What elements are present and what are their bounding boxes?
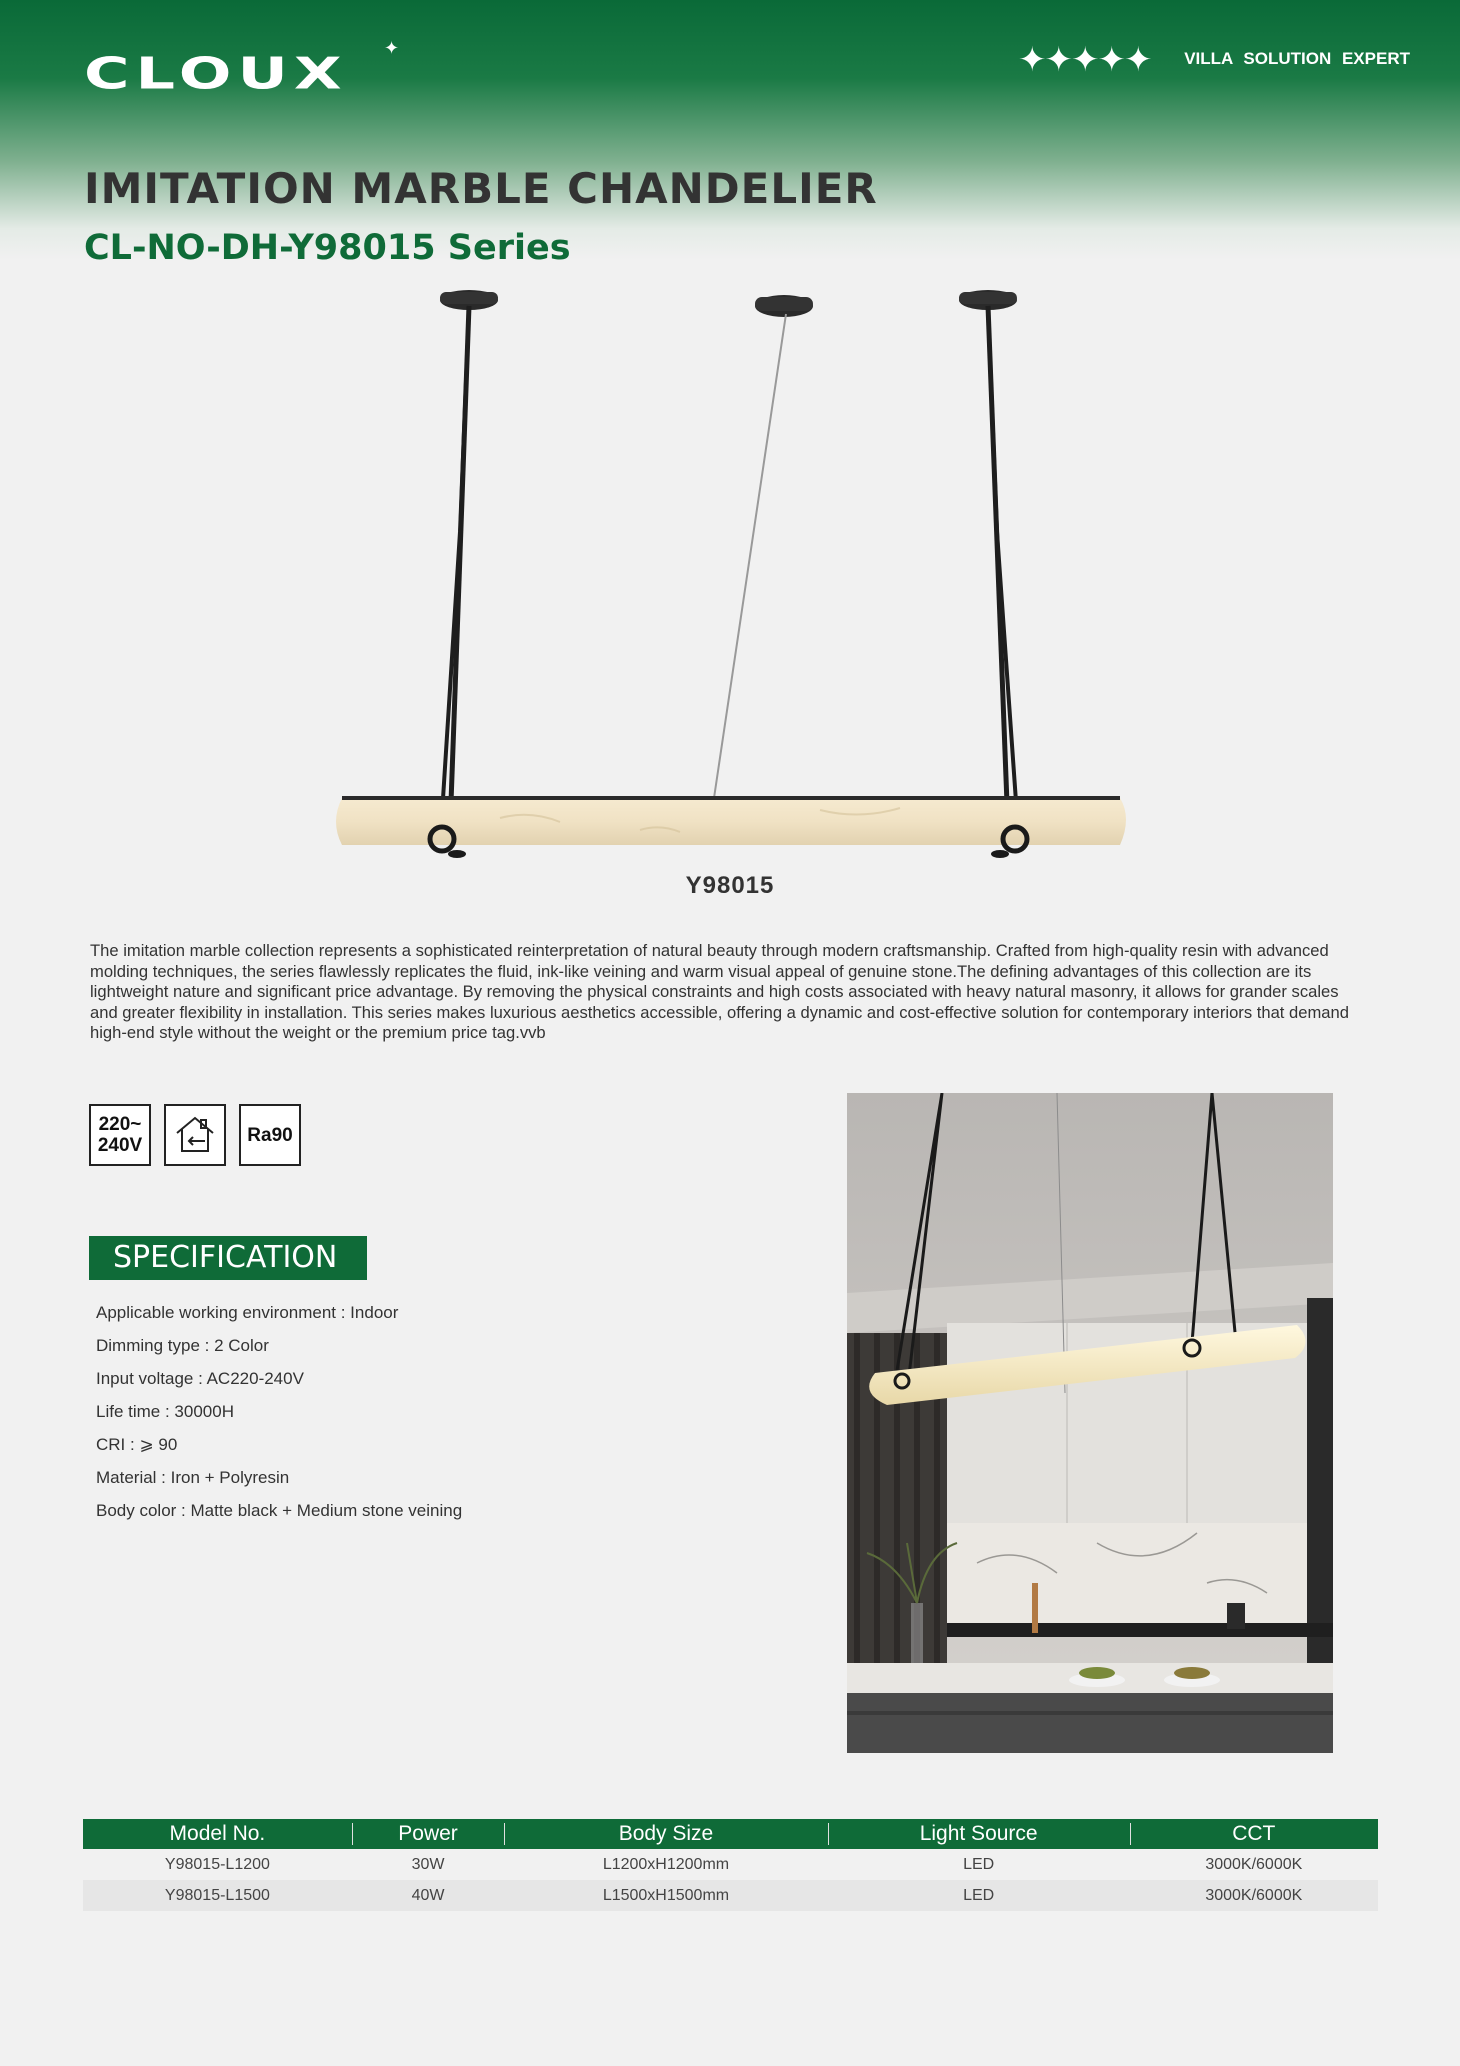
voltage-badge-line2: 240V (97, 1135, 143, 1156)
voltage-badge (89, 1104, 151, 1166)
spec-item: Applicable working environment : Indoor (96, 1303, 399, 1322)
table-row (83, 1880, 1378, 1911)
page-title: IMITATION MARBLE CHANDELIER (84, 164, 878, 213)
header-band (0, 0, 1460, 260)
spec-item: Material : Iron + Polyresin (96, 1468, 290, 1487)
specification-list (96, 1302, 462, 1533)
column-header: Model No. (83, 1819, 352, 1849)
specification-heading: SPECIFICATION (89, 1236, 367, 1280)
model-caption: Y98015 (685, 872, 775, 899)
table-cell: 30W (411, 1855, 445, 1873)
table-cell: 3000K/6000K (1130, 1880, 1378, 1911)
column-header: Light Source (828, 1819, 1130, 1849)
table-cell: L1500xH1500mm (504, 1880, 827, 1911)
table-cell: 40W (352, 1880, 504, 1911)
table-header-row (83, 1819, 1378, 1849)
brand-logo: CLOUX (84, 48, 348, 100)
interior-scene-image (847, 1093, 1333, 1753)
table-cell: L1200xH1200mm (602, 1855, 730, 1873)
table-cell: Y98015-L1200 (164, 1855, 270, 1873)
feature-badges (89, 1104, 301, 1166)
rating-stars-icon: ✦✦✦✦✦ (1018, 41, 1151, 79)
column-header: CCT (1130, 1819, 1378, 1849)
table-cell: LED (963, 1855, 995, 1873)
spec-item: CRI : ⩾ 90 (96, 1435, 178, 1454)
chandelier-product-image (320, 270, 1140, 870)
brand-tagline: VILLA SOLUTION EXPERT (1184, 49, 1410, 68)
product-description: The imitation marble collection represents a sophisticated reinterpretation of natural beauty through modern craftsmanship. Crafted from high-quality resin with advanced molding techniques, the series flawlessly replicates the fluid, ink-like veining and warm visual appeal of genuine stone.The defining advantages of this collection are its lightweight nature and significant price advantage. By removing the physical constraints and high costs associated with heavy natural masonry, it allows for grander scales and greater flexibility in installation. This series makes luxurious aesthetics accessible, offering a dynamic and cost-effective solution for contemporary interiors that demand high-end style without the weight or the premium price tag.vvb (90, 941, 1349, 1043)
spec-item: Input voltage : AC220-240V (96, 1369, 304, 1388)
series-subtitle: CL-NO-DH-Y98015 Series (84, 228, 571, 268)
table-cell: 3000K/6000K (1205, 1855, 1303, 1873)
table-cell: LED (828, 1880, 1130, 1911)
column-header: Power (352, 1819, 504, 1849)
indoor-house-icon (164, 1104, 226, 1166)
logo-sparkle-icon: ✦ (384, 38, 400, 58)
voltage-badge-line1: 220~ (98, 1114, 142, 1135)
spec-item: Life time : 30000H (96, 1402, 234, 1421)
table-row (83, 1849, 1378, 1880)
model-spec-table (83, 1819, 1378, 1911)
spec-item: Dimming type : 2 Color (96, 1336, 269, 1355)
table-cell: Y98015-L1500 (83, 1880, 352, 1911)
cri-badge: Ra90 (239, 1104, 301, 1166)
spec-item: Body color : Matte black + Medium stone veining (96, 1501, 463, 1520)
column-header: Body Size (504, 1819, 827, 1849)
